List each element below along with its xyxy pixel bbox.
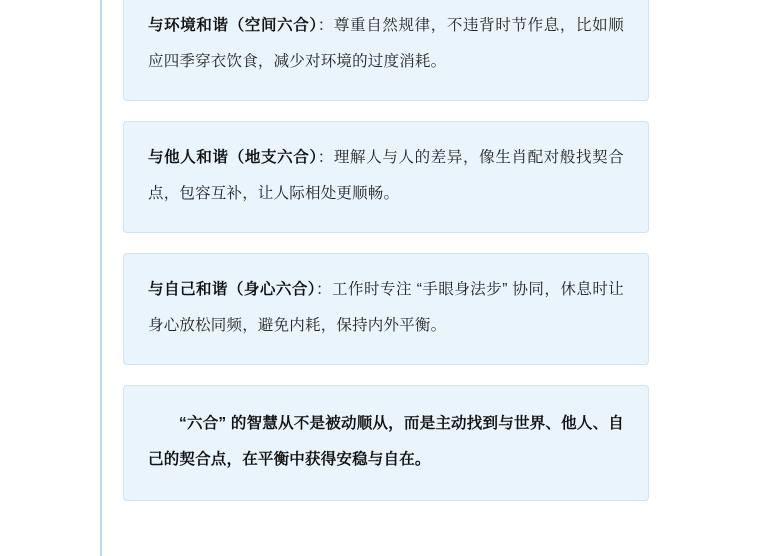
- card-paragraph: [148, 140, 624, 212]
- card-body-text: 理解人与人的差异，像生肖配对般找契合点，包容互补，让人际相处更顺畅。: [148, 149, 624, 202]
- card-summary: [123, 385, 649, 501]
- card-paragraph: [148, 272, 624, 344]
- left-accent-rail: [100, 0, 102, 556]
- card-lead-label: 与他人和谐（地支六合）: [148, 149, 318, 166]
- card-separator: ：: [316, 281, 333, 298]
- card-body-text: 尊重自然规律，不违背时节作息，比如顺应四季穿衣饮食，减少对环境的过度消耗。: [148, 17, 624, 70]
- card-harmony-environment: [123, 0, 649, 101]
- card-harmony-others: [123, 121, 649, 233]
- document-content: [123, 0, 649, 521]
- card-separator: ：: [317, 17, 334, 34]
- card-body-text: 工作时专注 “手眼身法步” 协同，休息时让身心放松同频，避免内耗，保持内外平衡。: [148, 281, 625, 334]
- summary-text: “六合” 的智慧从不是被动顺从，而是主动找到与世界、他人、自己的契合点，在平衡中获得安稳与自在。: [148, 415, 624, 468]
- card-harmony-self: [123, 253, 649, 365]
- card-separator: ：: [317, 149, 334, 166]
- card-lead-label: 与自己和谐（身心六合）: [148, 281, 317, 298]
- card-lead-label: 与环境和谐（空间六合）: [148, 17, 318, 34]
- card-paragraph: [148, 8, 624, 80]
